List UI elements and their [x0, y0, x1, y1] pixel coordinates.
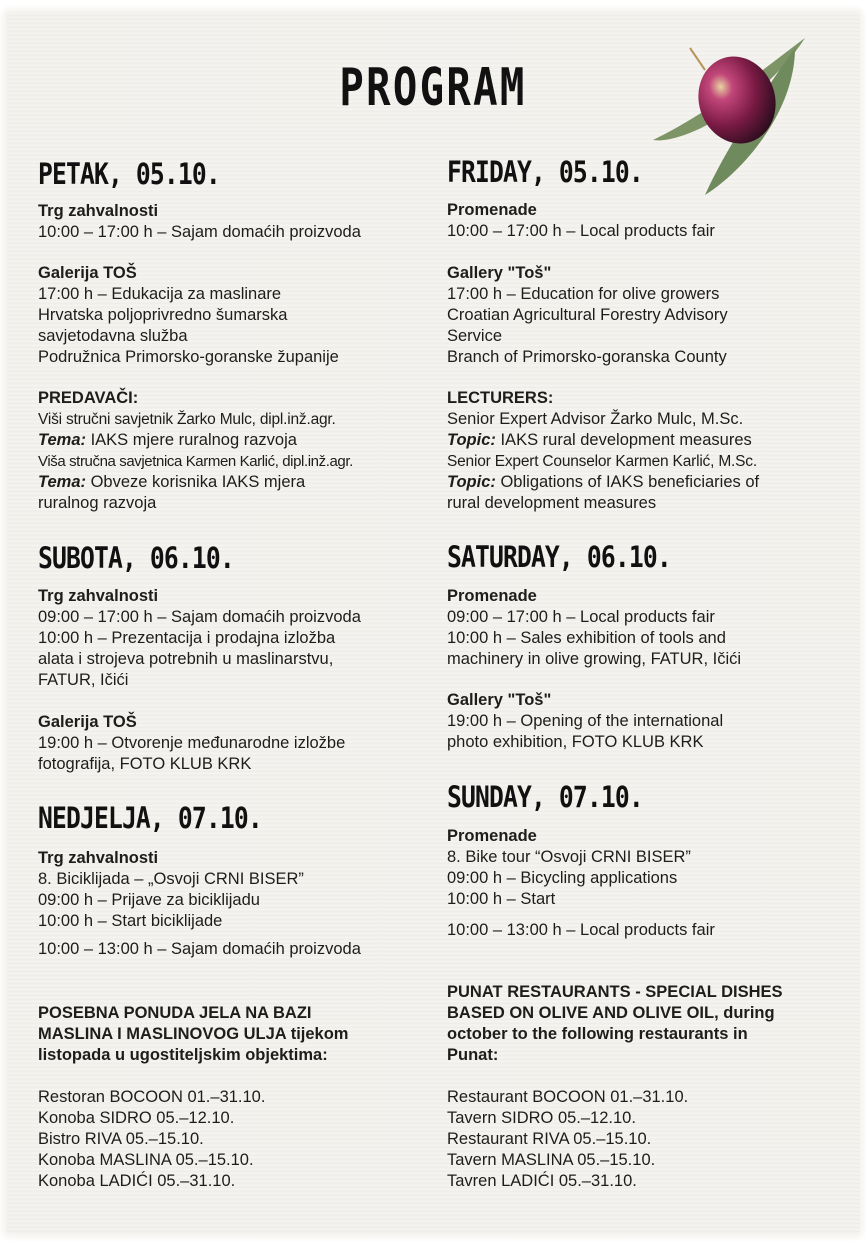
event-line: 10:00 h – Prezentacija i prodajna izložba [38, 629, 336, 647]
event-line: 09:00 – 17:00 h – Local products fair [447, 608, 715, 626]
event-line: machinery in olive growing, FATUR, Ičići [447, 650, 742, 668]
lecturer-line: Senior Expert Counselor Karmen Karlić, M.Sc. [447, 453, 757, 470]
offer-heading: october to the following restaurants in [447, 1025, 748, 1043]
day-heading: SUBOTA, 06.10. [38, 541, 234, 575]
lecturers-label: PREDAVAČI: [38, 389, 139, 407]
event-line: 10:00 h – Start [447, 890, 556, 908]
location-label: Promenade [447, 587, 537, 605]
restaurant-item: Tavren LADIĆI 05.–31.10. [447, 1172, 637, 1190]
location-label: Promenade [447, 201, 537, 219]
event-block [447, 826, 715, 941]
day-section-petak [38, 156, 252, 192]
location-label: Trg zahvalnosti [38, 849, 159, 867]
event-line: 09:00 h – Bicycling applications [447, 869, 678, 887]
event-block [38, 586, 361, 691]
event-block [38, 263, 339, 368]
day-section-saturday [447, 539, 710, 575]
topic-label: Tema: [38, 431, 86, 449]
restaurant-item: Konoba SIDRO 05.–12.10. [38, 1109, 235, 1127]
lecturers-block [38, 388, 353, 514]
restaurant-item: Tavern MASLINA 05.–15.10. [447, 1151, 656, 1169]
day-heading: NEDJELJA, 07.10. [38, 801, 262, 835]
event-line: photo exhibition, FOTO KLUB KRK [447, 733, 704, 751]
lecturer-line: Senior Expert Advisor Žarko Mulc, M.Sc. [447, 410, 744, 428]
page-title: PROGRAM [339, 58, 527, 118]
event-line: 10:00 – 17:00 h – Local products fair [447, 222, 715, 240]
location-label: Gallery "Toš" [447, 264, 552, 282]
offer-heading: PUNAT RESTAURANTS - SPECIAL DISHES [447, 983, 783, 1001]
event-line: 10:00 h – Start biciklijade [38, 912, 223, 930]
lecturer-line: Viša stručna savjetnica Karmen Karlić, dipl.inž.agr. [38, 453, 353, 470]
restaurant-item: Bistro RIVA 05.–15.10. [38, 1130, 204, 1148]
day-section-friday [447, 154, 677, 190]
day-section-nedjelja [38, 800, 301, 836]
topic-label: Tema: [38, 473, 86, 491]
location-label: Promenade [447, 827, 537, 845]
event-line: 10:00 – 13:00 h – Sajam domaćih proizvoda [38, 940, 361, 958]
offer-heading: Punat: [447, 1046, 499, 1064]
day-heading: FRIDAY, 05.10. [447, 155, 643, 189]
event-line: 19:00 h – Opening of the international [447, 712, 724, 730]
restaurant-item: Restoran BOCOON 01.–31.10. [38, 1088, 266, 1106]
topic-label: Topic: [447, 473, 496, 491]
day-section-subota [38, 540, 268, 576]
restaurant-item: Konoba MASLINA 05.–15.10. [38, 1151, 254, 1169]
event-block [38, 201, 361, 243]
restaurant-item: Restaurant RIVA 05.–15.10. [447, 1130, 652, 1148]
location-label: Galerija TOŠ [38, 264, 137, 282]
topic-text: Obveze korisnika IAKS mjera [86, 473, 306, 491]
restaurant-item: Konoba LADIĆI 05.–31.10. [38, 1172, 236, 1190]
event-line: Podružnica Primorsko-goranske županije [38, 348, 339, 366]
lecturer-line: Viši stručni savjetnik Žarko Mulc, dipl.inž.agr. [38, 411, 336, 428]
topic-text: Obligations of IAKS beneficiaries of [495, 473, 760, 491]
lecturers-label: LECTURERS: [447, 389, 554, 407]
event-line: fotografija, FOTO KLUB KRK [38, 755, 252, 773]
event-line: 17:00 h – Education for olive growers [447, 285, 720, 303]
event-line: Branch of Primorsko-goranska County [447, 348, 727, 366]
restaurant-item: Restaurant BOCOON 01.–31.10. [447, 1088, 689, 1106]
event-block [38, 712, 345, 775]
event-line: savjetodavna služba [38, 327, 188, 345]
topic-text: IAKS mjere ruralnog razvoja [86, 431, 297, 449]
event-block [447, 690, 723, 753]
day-section-sunday [447, 779, 677, 815]
restaurant-item: Tavern SIDRO 05.–12.10. [447, 1109, 636, 1127]
event-line: 19:00 h – Otvorenje međunarodne izložbe [38, 734, 346, 752]
location-label: Trg zahvalnosti [38, 202, 159, 220]
event-line: 10:00 h – Sales exhibition of tools and [447, 629, 726, 647]
offer-heading: listopada u ugostiteljskim objektima: [38, 1046, 328, 1064]
topic-text: IAKS rural development measures [495, 431, 752, 449]
event-line: 17:00 h – Edukacija za maslinare [38, 285, 282, 303]
event-block [38, 848, 361, 960]
event-line: Service [447, 327, 503, 345]
special-offer-block [38, 1003, 348, 1192]
lecturers-block [447, 388, 759, 514]
location-label: Galerija TOŠ [38, 713, 137, 731]
offer-heading: POSEBNA PONUDA JELA NA BAZI [38, 1004, 312, 1022]
event-line: 10:00 – 17:00 h – Sajam domaćih proizvoda [38, 223, 361, 241]
day-heading: SATURDAY, 06.10. [447, 540, 671, 574]
event-line: 8. Biciklijada – „Osvoji CRNI BISER” [38, 870, 304, 888]
event-line: 8. Bike tour “Osvoji CRNI BISER” [447, 848, 691, 866]
event-line: alata i strojeva potrebnih u maslinarstvu, [38, 650, 334, 668]
event-line: Hrvatska poljoprivredno šumarska [38, 306, 288, 324]
topic-label: Topic: [447, 431, 496, 449]
day-heading: PETAK, 05.10. [38, 157, 220, 191]
olive-fruit-icon [687, 46, 786, 153]
event-block [447, 586, 741, 670]
topic-text: rural development measures [447, 494, 657, 512]
special-offer-block [447, 982, 783, 1192]
event-line: 10:00 – 13:00 h – Local products fair [447, 921, 715, 939]
day-heading: SUNDAY, 07.10. [447, 780, 643, 814]
offer-heading: MASLINA I MASLINOVOG ULJA tijekom [38, 1025, 349, 1043]
event-line: FATUR, Ičići [38, 671, 129, 689]
event-block [447, 200, 715, 242]
event-line: 09:00 h – Prijave za biciklijadu [38, 891, 260, 909]
location-label: Trg zahvalnosti [38, 587, 159, 605]
location-label: Gallery "Toš" [447, 691, 552, 709]
event-block [447, 263, 728, 368]
offer-heading: BASED ON OLIVE AND OLIVE OIL, during [447, 1004, 775, 1022]
event-line: Croatian Agricultural Forestry Advisory [447, 306, 728, 324]
topic-text: ruralnog razvoja [38, 494, 157, 512]
event-line: 09:00 – 17:00 h – Sajam domaćih proizvoda [38, 608, 361, 626]
